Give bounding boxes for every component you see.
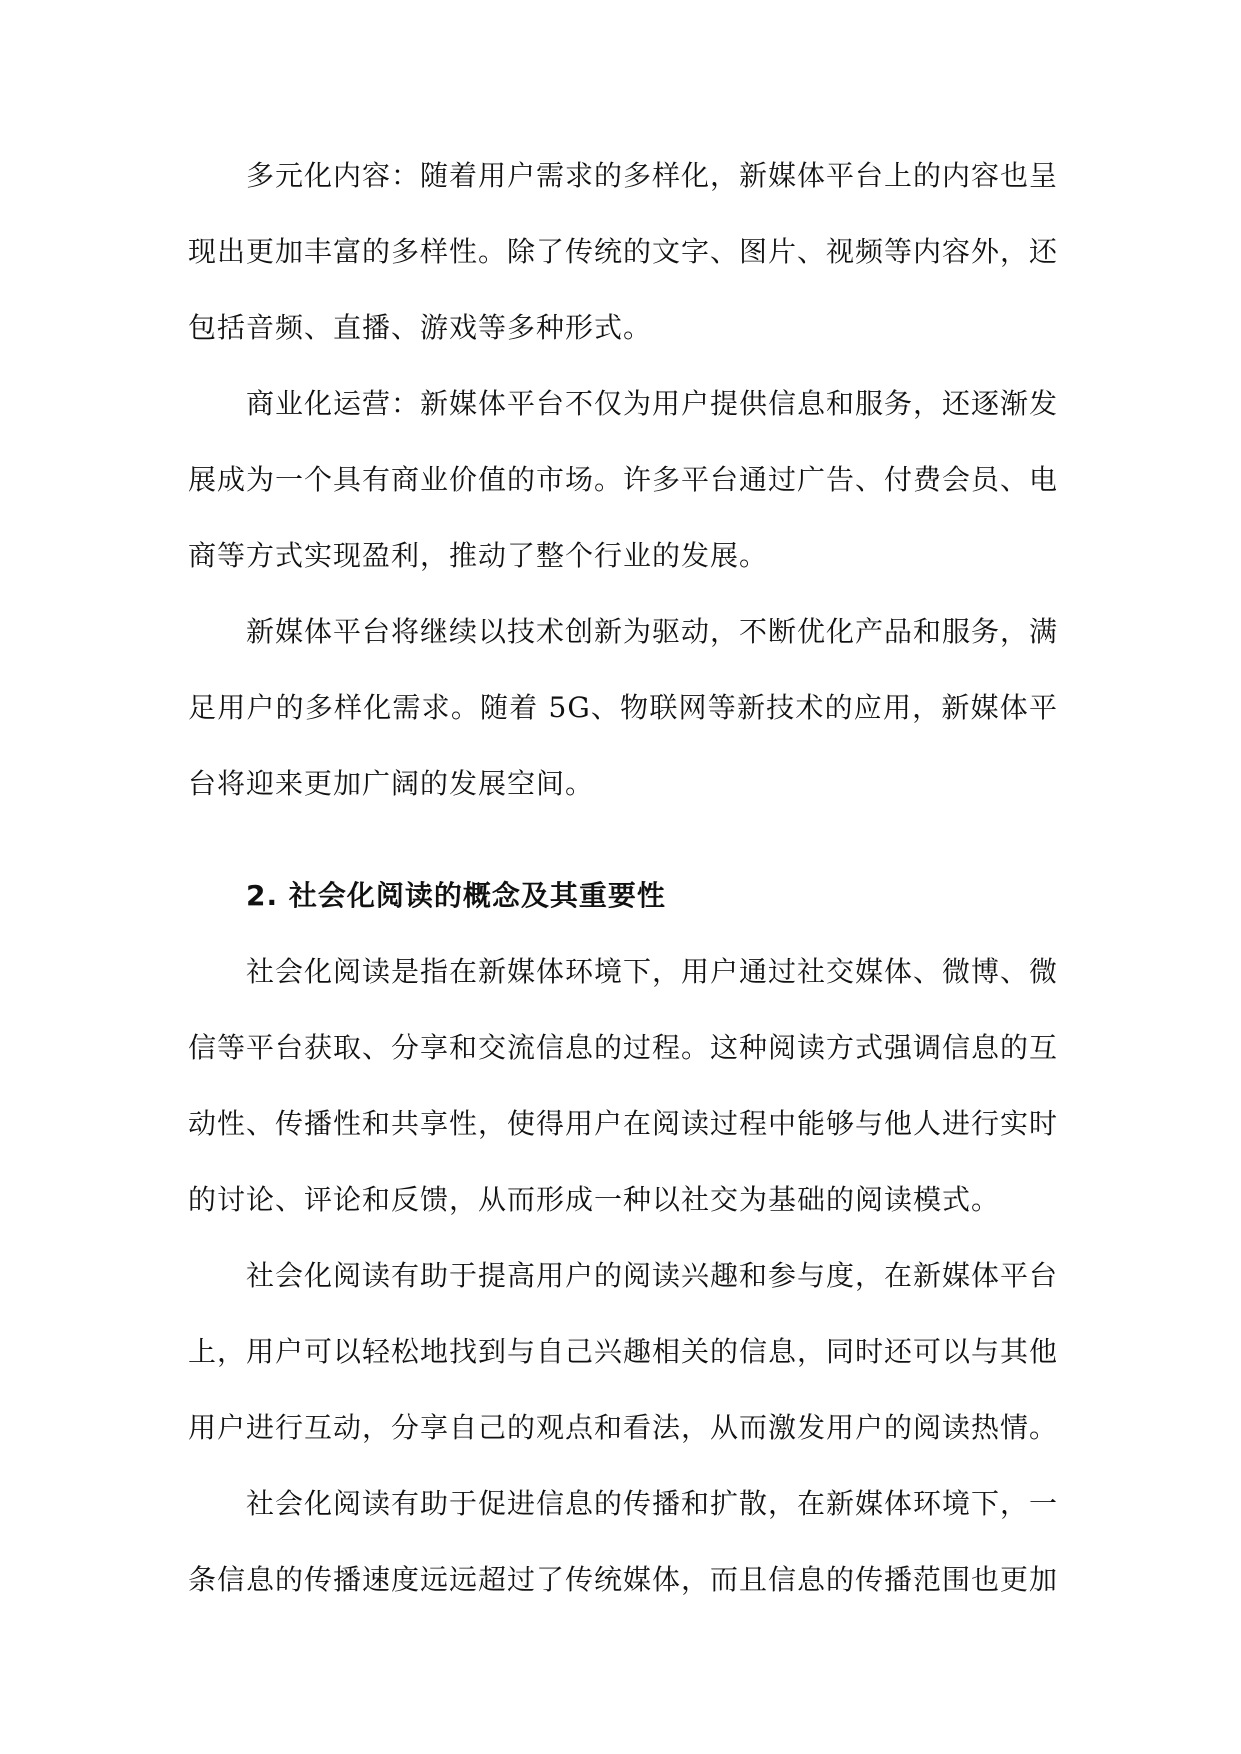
- paragraph-social-reading-definition: 社会化阅读是指在新媒体环境下，用户通过社交媒体、微博、微信等平台获取、分享和交流信息的过程。这种阅读方式强调信息的互动性、传播性和共享性，使得用户在阅读过程中能够与他人进行实时的讨论、评论和反馈，从而形成一种以社交为基础的阅读模式。: [188, 955, 1059, 1216]
- paragraph-commercial-operation: 商业化运营：新媒体平台不仅为用户提供信息和服务，还逐渐发展成为一个具有商业价值的市场。许多平台通过广告、付费会员、电商等方式实现盈利，推动了整个行业的发展。: [188, 387, 1059, 572]
- paragraph-future-development: 新媒体平台将继续以技术创新为驱动，不断优化产品和服务，满足用户的多样化需求。随着 5G、物联网等新技术的应用，新媒体平台将迎来更加广阔的发展空间。: [188, 615, 1059, 800]
- paragraph-diverse-content: 多元化内容：随着用户需求的多样化，新媒体平台上的内容也呈现出更加丰富的多样性。除了传统的文字、图片、视频等内容外，还包括音频、直播、游戏等多种形式。: [188, 159, 1059, 344]
- paragraph-reading-interest: 社会化阅读有助于提高用户的阅读兴趣和参与度，在新媒体平台上，用户可以轻松地找到与自己兴趣相关的信息，同时还可以与其他用户进行互动，分享自己的观点和看法，从而激发用户的阅读热情。: [188, 1259, 1059, 1444]
- document-body: [188, 138, 1058, 1618]
- paragraph-information-spread: 社会化阅读有助于促进信息的传播和扩散，在新媒体环境下，一条信息的传播速度远远超过了传统媒体，而且信息的传播范围也更加: [188, 1487, 1059, 1596]
- section-heading: 2. 社会化阅读的概念及其重要性: [246, 879, 666, 912]
